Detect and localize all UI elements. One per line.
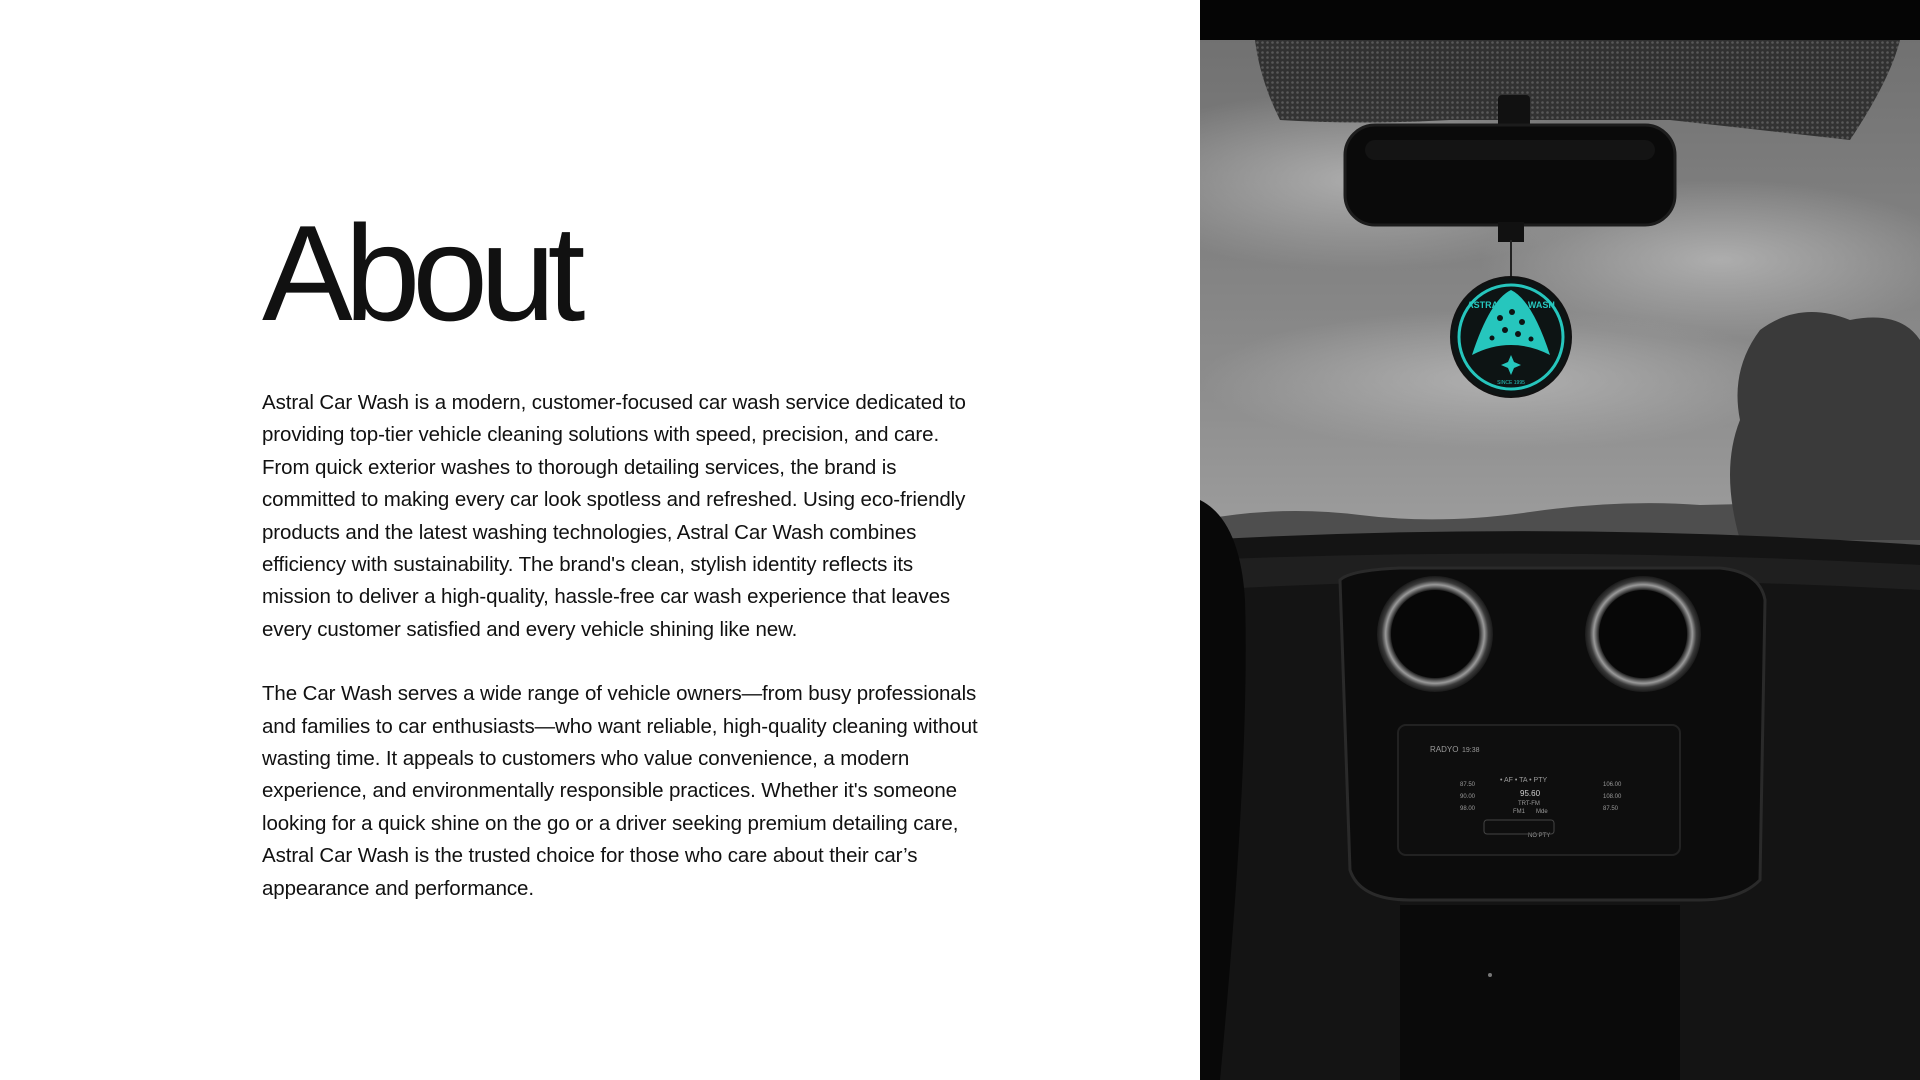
about-paragraph-2: The Car Wash serves a wide range of vehicle owners—from busy professionals and families to car enthusiasts—who want reliable, high-quality cleaning without wasting time. It appeals to customers who value convenience, a modern experience, and environmentally responsible practices. Whether it's someone looking for a quick shine on the go or a driver seeking premium detailing care, Astral Car Wash is the trusted choice for those who care about their car’s appearance and performance. (262, 682, 978, 900)
radio-pty: NO PTY (1528, 833, 1551, 839)
radio-label: RADYO (1430, 745, 1459, 754)
astral-logo-air-freshener (1451, 277, 1571, 397)
preset-right-2: 108.00 (1603, 794, 1622, 800)
preset-right-1: 106.00 (1603, 782, 1622, 788)
radio-station: TRT-FM (1518, 801, 1540, 807)
car-radio-display (1398, 725, 1680, 855)
radio-band: FM1 (1513, 809, 1525, 815)
preset-left-2: 90.00 (1460, 794, 1476, 800)
about-paragraph-1: Astral Car Wash is a modern, customer-focused car wash service dedicated to providing top-tier vehicle cleaning solutions with speed, precision, and care. From quick exterior washes to thorough detailing services, the brand is committed to making every car look spotless and refreshed. Using eco-friendly products and the latest washing technologies, Astral Car Wash combines efficiency with sustainability. The brand's clean, stylish identity reflects its mission to deliver a high-quality, hassle-free car wash experience that leaves every customer satisfied and every vehicle shining like new. (262, 391, 966, 641)
radio-frequency: 95.60 (1520, 789, 1541, 798)
preset-left-1: 87.50 (1460, 782, 1476, 788)
radio-clock: 19:38 (1462, 747, 1480, 754)
page-title: About (262, 197, 578, 349)
preset-left-3: 98.00 (1460, 806, 1476, 812)
radio-flags: • AF • TA • PTY (1500, 777, 1548, 784)
radio-mode: Mde (1536, 809, 1548, 815)
preset-right-3: 87.50 (1603, 806, 1619, 812)
about-text-column (262, 197, 1022, 905)
logo-since-text: SINCE 1995 (1497, 380, 1525, 386)
logo-ring-text: ASTRAL CAR WASH (1467, 300, 1555, 310)
car-interior-photo (1200, 0, 1920, 1080)
